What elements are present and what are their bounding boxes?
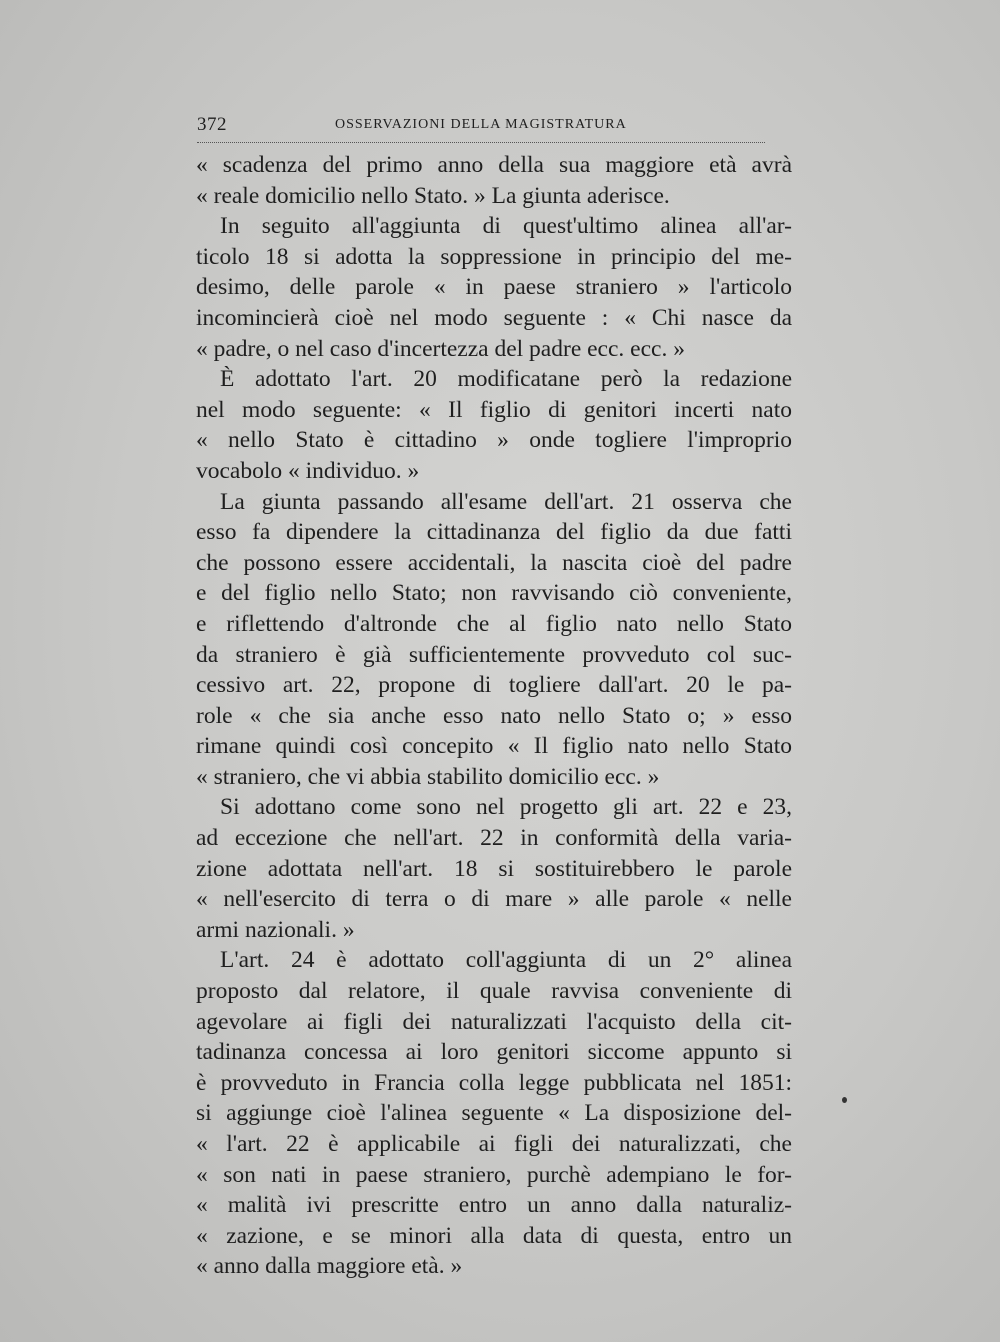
text-line: zione adottata nell'art. 18 si sostituirebbero le parole (196, 855, 792, 882)
text-line: e riflettendo d'altronde che al figlio nato nello Stato (196, 610, 792, 637)
text-line: ticolo 18 si adotta la soppressione in principio del me- (196, 243, 792, 270)
text-line: che possono essere accidentali, la nascita cioè del padre (196, 549, 792, 576)
text-line: armi nazionali. » (196, 916, 355, 943)
text-line: « reale domicilio nello Stato. » La giunta aderisce. (196, 182, 670, 209)
running-head: OSSERVAZIONI DELLA MAGISTRATURA (335, 117, 627, 132)
page-number: 372 (197, 114, 227, 135)
text-line: desimo, delle parole « in paese straniero » l'articolo (196, 274, 792, 301)
page-header (197, 114, 765, 143)
text-line: « nell'esercito di terra o di mare » alle parole « nelle (196, 886, 792, 913)
text-line: agevolare ai figli dei naturalizzati l'acquisto della cit- (196, 1008, 792, 1035)
text-line: proposto dal relatore, il quale ravvisa conveniente di (196, 978, 792, 1005)
text-line: ad eccezione che nell'art. 22 in conformità della varia- (196, 825, 792, 852)
text-line: rimane quindi così concepito « Il figlio nato nello Stato (196, 733, 792, 760)
text-line: cessivo art. 22, propone di togliere dall'art. 20 le pa- (196, 672, 792, 699)
text-line: nel modo seguente: « Il figlio di genitori incerti nato (196, 396, 792, 423)
text-line: « malità ivi prescritte entro un anno dalla naturaliz- (196, 1192, 792, 1219)
text-line: si aggiunge cioè l'alinea seguente « La disposizione del- (196, 1100, 792, 1127)
text-line: « padre, o nel caso d'incertezza del padre ecc. ecc. » (196, 335, 685, 362)
text-line: da straniero è già sufficientemente provveduto col suc- (196, 641, 792, 668)
text-line: esso fa dipendere la cittadinanza del figlio da due fatti (196, 519, 792, 546)
text-line: « nello Stato è cittadino » onde togliere l'improprio (196, 427, 792, 454)
text-line: « straniero, che vi abbia stabilito domicilio ecc. » (196, 763, 660, 790)
ink-spot (842, 1097, 847, 1103)
text-line: In seguito all'aggiunta di quest'ultimo alinea all'ar- (220, 213, 792, 240)
text-line: L'art. 24 è adottato coll'aggiunta di un 2° alinea (220, 947, 792, 974)
text-line: « l'art. 22 è applicabile ai figli dei naturalizzati, che (196, 1131, 792, 1157)
text-line: Si adottano come sono nel progetto gli art. 22 e 23, (220, 794, 792, 821)
text-line: tadinanza concessa ai loro genitori siccome appunto si (196, 1039, 792, 1066)
text-line: « zazione, e se minori alla data di questa, entro un (196, 1222, 792, 1249)
text-line: La giunta passando all'esame dell'art. 21 osserva che (220, 488, 792, 515)
text-line: « anno dalla maggiore età. » (196, 1253, 463, 1280)
text-line: « scadenza del primo anno della sua maggiore età avrà (196, 152, 792, 178)
text-line: e del figlio nello Stato; non ravvisando ciò conveniente, (196, 580, 792, 607)
text-line: è provveduto in Francia colla legge pubblicata nel 1851: (196, 1069, 792, 1096)
text-line: vocabolo « individuo. » (196, 457, 420, 484)
text-line: È adottato l'art. 20 modificatane però la redazione (220, 366, 792, 393)
text-line: role « che sia anche esso nato nello Stato o; » esso (196, 702, 792, 729)
text-line: « son nati in paese straniero, purchè adempiano le for- (196, 1161, 792, 1188)
body-text (196, 150, 792, 1282)
text-line: incomincierà cioè nel modo seguente : « Chi nasce da (196, 304, 792, 331)
